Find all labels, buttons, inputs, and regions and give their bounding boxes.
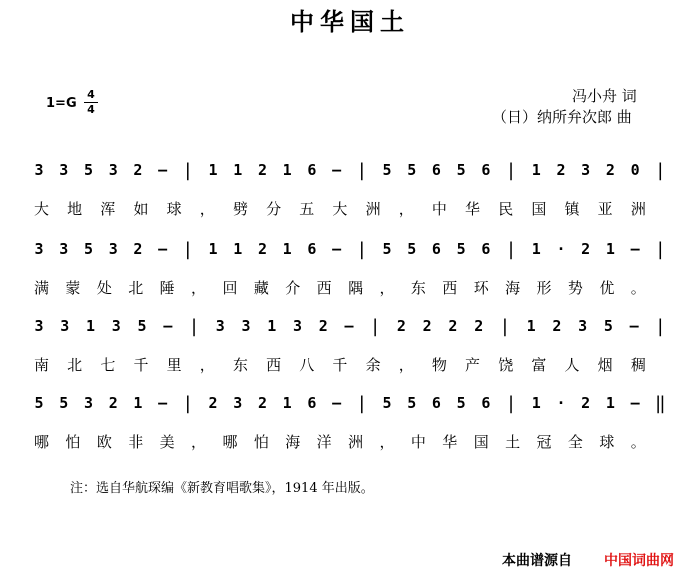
footnote: 注：选自华航琛编《新教育唱歌集》，1914 年出版。	[70, 481, 374, 496]
lyric-char: 华	[442, 433, 458, 451]
note: 2	[581, 240, 591, 258]
note: 5	[382, 240, 392, 258]
note: 1	[208, 161, 218, 179]
note: 1	[605, 240, 615, 258]
lyric-char: 球	[166, 200, 182, 218]
lyric-char: 势	[567, 279, 583, 297]
lyric-char: ，	[191, 433, 207, 451]
lyric-char: 回	[222, 279, 238, 297]
note: 3	[59, 240, 69, 258]
note: 6	[431, 240, 441, 258]
lyric-char: 国	[531, 200, 547, 218]
lyric-char: 七	[100, 356, 116, 374]
notation-row-1	[34, 160, 666, 180]
note: ·	[556, 240, 566, 258]
lyric-char: 劈	[232, 200, 248, 218]
note: 5	[603, 317, 613, 335]
lyric-char: 人	[564, 356, 580, 374]
lyric-char: 蒙	[65, 279, 81, 297]
lyric-char: ，	[379, 433, 395, 451]
lyric-char: 。	[630, 279, 646, 297]
bar-line: |	[505, 159, 517, 181]
lyric-char: 大	[332, 200, 348, 218]
lyric-char: 洲	[348, 433, 364, 451]
bar-line: |	[369, 315, 381, 337]
bar-line: |	[505, 392, 517, 414]
lyric-char: 隅	[348, 279, 364, 297]
note: 5	[83, 240, 93, 258]
note: 3	[83, 394, 93, 412]
key-signature: 1=G	[46, 96, 77, 111]
note: 0	[630, 161, 640, 179]
note: 3	[111, 317, 121, 335]
lyric-char: 烟	[597, 356, 613, 374]
lyric-char: 大	[34, 200, 50, 218]
lyric-char: 中	[431, 200, 447, 218]
lyric-char: 五	[299, 200, 315, 218]
lyric-char: 土	[505, 433, 521, 451]
note: 5	[137, 317, 147, 335]
lyric-char: 西	[442, 279, 458, 297]
note: 1	[282, 240, 292, 258]
note: 6	[431, 394, 441, 412]
note: 5	[407, 394, 417, 412]
note: 3	[34, 317, 44, 335]
bar-line: |	[356, 392, 368, 414]
sustain-dash: —	[629, 317, 639, 335]
lyric-char: 海	[285, 433, 301, 451]
lyric-char: ，	[199, 200, 215, 218]
lyric-char: 洲	[630, 200, 646, 218]
note: 3	[34, 161, 44, 179]
note: 1	[86, 317, 96, 335]
lyric-char: 全	[567, 433, 583, 451]
lyric-row-2	[34, 277, 646, 298]
source-site-link[interactable]: 中国词曲网	[604, 553, 674, 569]
lyric-char: ，	[199, 356, 215, 374]
note: 5	[456, 394, 466, 412]
lyric-char: 海	[505, 279, 521, 297]
note: 2	[422, 317, 432, 335]
note: 2	[552, 317, 562, 335]
lyric-char: 里	[166, 356, 182, 374]
lyric-char: 。	[630, 433, 646, 451]
note: 1	[282, 394, 292, 412]
note: 2	[448, 317, 458, 335]
time-signature-top: 4	[87, 88, 95, 101]
note: 5	[83, 161, 93, 179]
song-title: 中华国土	[290, 7, 410, 36]
note: 3	[59, 161, 69, 179]
note: 2	[556, 161, 566, 179]
lyric-char: 浑	[100, 200, 116, 218]
sustain-dash: —	[332, 394, 342, 412]
lyric-char: 欧	[96, 433, 112, 451]
lyric-char: ，	[379, 279, 395, 297]
lyric-char: 分	[266, 200, 282, 218]
lyric-char: 国	[473, 433, 489, 451]
lyric-char: ，	[398, 356, 414, 374]
lyric-char: ，	[398, 200, 414, 218]
note: 1	[282, 161, 292, 179]
lyric-char: ，	[191, 279, 207, 297]
note: 1	[531, 394, 541, 412]
lyric-row-1	[34, 198, 646, 219]
lyric-char: 非	[128, 433, 144, 451]
bar-line: |	[182, 159, 194, 181]
lyric-char: 东	[232, 356, 248, 374]
sustain-dash: —	[158, 240, 168, 258]
lyric-row-4	[34, 431, 646, 452]
bar-line: |	[188, 315, 200, 337]
notation-row-3	[34, 316, 666, 336]
lyric-row-3	[34, 354, 646, 375]
note: 5	[382, 161, 392, 179]
bar-line: |	[505, 238, 517, 260]
sustain-dash: —	[163, 317, 173, 335]
note: 1	[605, 394, 615, 412]
lyric-char: 中	[410, 433, 426, 451]
lyric-char: 处	[96, 279, 112, 297]
lyric-char: 余	[365, 356, 381, 374]
lyric-char: 满	[34, 279, 50, 297]
note: 2	[257, 240, 267, 258]
bar-line: |	[182, 238, 194, 260]
lyric-char: 华	[465, 200, 481, 218]
lyric-char: 陲	[159, 279, 175, 297]
note: 5	[456, 161, 466, 179]
note: 1	[526, 317, 536, 335]
lyric-char: 千	[332, 356, 348, 374]
note: 1	[133, 394, 143, 412]
bar-line: |	[654, 238, 666, 260]
lyric-char: 介	[285, 279, 301, 297]
note: 2	[257, 161, 267, 179]
lyric-char: 哪	[34, 433, 50, 451]
composer-credit: （日）纳所弁次郎 曲	[492, 108, 632, 126]
time-signature-bottom: 4	[87, 103, 95, 116]
lyric-char: 南	[34, 356, 50, 374]
note: 5	[407, 161, 417, 179]
lyric-char: 环	[473, 279, 489, 297]
lyric-char: 藏	[253, 279, 269, 297]
lyric-char: 地	[67, 200, 83, 218]
lyric-char: 球	[599, 433, 615, 451]
note: 3	[578, 317, 588, 335]
note: 1	[233, 240, 243, 258]
note: 3	[233, 394, 243, 412]
note: 2	[133, 161, 143, 179]
note: 5	[456, 240, 466, 258]
note: 5	[382, 394, 392, 412]
note: 1	[267, 317, 277, 335]
lyric-char: 镇	[564, 200, 580, 218]
note: 3	[215, 317, 225, 335]
lyric-char: 饶	[498, 356, 514, 374]
note: 2	[257, 394, 267, 412]
sustain-dash: —	[630, 240, 640, 258]
note: 6	[431, 161, 441, 179]
lyric-char: 稠	[630, 356, 646, 374]
bar-line: ‖	[654, 392, 666, 414]
bar-line: |	[182, 392, 194, 414]
note: 1	[208, 240, 218, 258]
bar-line: |	[499, 315, 511, 337]
note: 2	[133, 240, 143, 258]
note: 1	[233, 161, 243, 179]
time-signature	[84, 89, 98, 116]
lyric-char: 如	[133, 200, 149, 218]
lyric-char: 物	[431, 356, 447, 374]
note: 1	[531, 240, 541, 258]
lyric-char: 形	[536, 279, 552, 297]
note: 1	[531, 161, 541, 179]
note: 6	[481, 240, 491, 258]
sustain-dash: —	[158, 394, 168, 412]
bar-line: |	[654, 159, 666, 181]
note: 5	[34, 394, 44, 412]
note: 5	[59, 394, 69, 412]
note: 2	[474, 317, 484, 335]
lyricist-credit: 冯小舟 词	[572, 87, 637, 105]
source-label: 本曲谱源自	[502, 553, 572, 569]
lyric-char: 亚	[597, 200, 613, 218]
note: 2	[108, 394, 118, 412]
lyric-char: 怕	[253, 433, 269, 451]
note: 6	[481, 161, 491, 179]
lyric-char: 洋	[316, 433, 332, 451]
note: 3	[34, 240, 44, 258]
lyric-char: 千	[133, 356, 149, 374]
lyric-char: 怕	[65, 433, 81, 451]
lyric-char: 产	[465, 356, 481, 374]
lyric-char: 八	[299, 356, 315, 374]
note: 2	[396, 317, 406, 335]
lyric-char: 富	[531, 356, 547, 374]
note: ·	[556, 394, 566, 412]
note: 2	[208, 394, 218, 412]
note: 2	[318, 317, 328, 335]
note: 3	[292, 317, 303, 335]
notation-row-2	[34, 239, 666, 259]
bar-line: |	[356, 238, 368, 260]
note: 3	[581, 161, 591, 179]
sustain-dash: —	[158, 161, 168, 179]
lyric-char: 北	[128, 279, 144, 297]
notation-row-4	[34, 393, 666, 413]
note: 6	[307, 394, 317, 412]
lyric-char: 美	[159, 433, 175, 451]
lyric-char: 优	[599, 279, 615, 297]
lyric-char: 民	[498, 200, 514, 218]
note: 5	[407, 240, 417, 258]
lyric-char: 西	[316, 279, 332, 297]
note: 3	[108, 161, 118, 179]
note: 6	[307, 161, 317, 179]
sustain-dash: —	[332, 161, 342, 179]
lyric-char: 东	[410, 279, 426, 297]
sustain-dash: —	[332, 240, 342, 258]
note: 3	[108, 240, 118, 258]
note: 3	[241, 317, 251, 335]
note: 2	[605, 161, 615, 179]
note: 6	[307, 240, 317, 258]
lyric-char: 北	[67, 356, 83, 374]
lyric-char: 西	[266, 356, 282, 374]
note: 6	[481, 394, 491, 412]
sustain-dash: —	[630, 394, 640, 412]
bar-line: |	[356, 159, 368, 181]
lyric-char: 冠	[536, 433, 552, 451]
note: 2	[581, 394, 591, 412]
bar-line: |	[654, 315, 666, 337]
lyric-char: 洲	[365, 200, 381, 218]
note: 3	[60, 317, 70, 335]
sustain-dash: —	[344, 317, 354, 335]
lyric-char: 哪	[222, 433, 238, 451]
